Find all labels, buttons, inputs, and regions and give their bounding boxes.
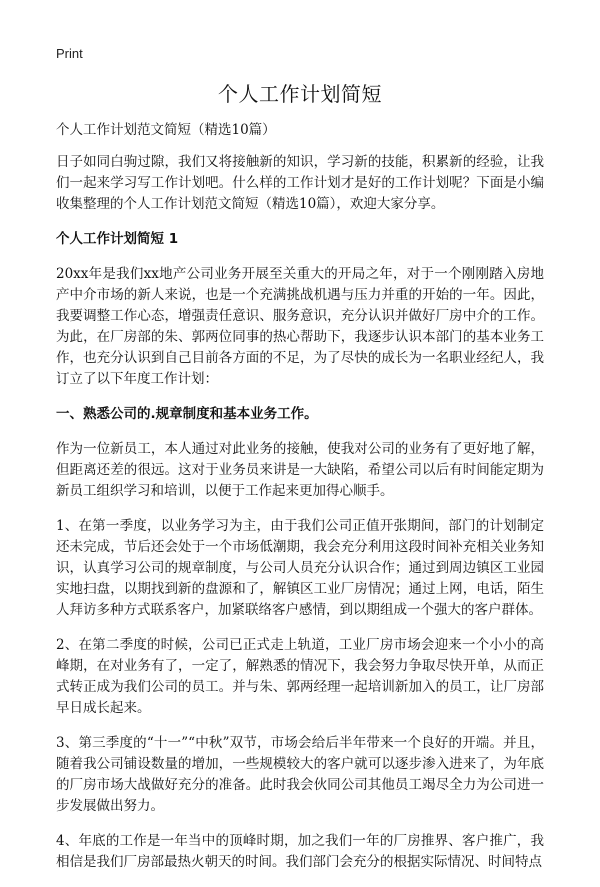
paragraph: 作为一位新员工，本人通过对此业务的接触，使我对公司的业务有了更好地了解，但距离还差的很远。这对于业务员来讲是一大缺陷，希望公司以后有时间能定期为新员工组织学习和培训，以便于工作起来更加得心顺手。 — [56, 441, 544, 499]
document-subtitle: 个人工作计划范文简短（精选10篇） — [56, 122, 276, 138]
paragraph: 4、年底的工作是一年当中的顶峰时期，加之我们一年的厂房推界、客户推广，我相信是我们厂房部最热火朝天的时间。我们部门会充分的根据实际情况、时间特点 — [56, 833, 544, 870]
paragraph: 3、第三季度的“十一”“中秋”双节，市场会给后半年带来一个良好的开端。并且，随着我公司铺设数量的增加，一些规模较大的客户就可以逐步渗入进来了，为年底的厂房市场大战做好充分的准备。此时我会伙同公司其他员工竭尽全力为公司进一步发展做出努力。 — [56, 735, 544, 814]
paragraph: 1、在第一季度，以业务学习为主，由于我们公司正值开张期间，部门的计划制定还未完成，节后还会处于一个市场低潮期，我会充分利用这段时间补充相关业务知识，认真学习公司的规章制度，与公司人员充分认识合作；通过到周边镇区工业园实地扫盘，以期找到新的盘源和了，解镇区工业厂房情况；通过上网，电话，陌生人拜访多种方式联系客户，加紧联络客户感情，到以期组成一个强大的客户群体。 — [56, 518, 544, 618]
document-body — [56, 120, 544, 887]
paragraph: 20xx年是我们xx地产公司业务开展至关重大的开局之年，对于一个刚刚踏入房地产中介市场的新人来说，也是一个充满挑战机遇与压力并重的开始的一年。因此，我要调整工作心态，增强责任意识、服务意识，充分认识并做好厂房中介的工作。为此，在厂房部的朱、郭两位同事的热心帮助下，我逐步认识本部门的基本业务工作，也充分认识到自己目前各方面的不足，为了尽快的成长为一名职业经纪人，我订立了以下年度工作计划： — [56, 266, 544, 387]
print-link[interactable]: Print — [56, 46, 83, 61]
subsection-heading: 一、熟悉公司的.规章制度和基本业务工作。 — [56, 406, 318, 422]
section-heading: 个人工作计划简短 1 — [56, 231, 179, 247]
intro-paragraph: 日子如同白驹过隙，我们又将接触新的知识，学习新的技能，积累新的经验，让我们一起来学习写工作计划吧。什么样的工作计划才是好的工作计划呢？下面是小编收集整理的个人工作计划范文简短（精选10篇），欢迎大家分享。 — [56, 154, 544, 212]
paragraph: 2、在第二季度的时候，公司已正式走上轨道，工业厂房市场会迎来一个小小的高峰期，在对业务有了，一定了，解熟悉的情况下，我会努力争取尽快开单，从而正式转正成为我们公司的员工。并与朱、郭两经理一起培训新加入的员工，让厂房部早日成长起来。 — [56, 637, 544, 716]
page-title: 个人工作计划简短 — [218, 82, 382, 106]
